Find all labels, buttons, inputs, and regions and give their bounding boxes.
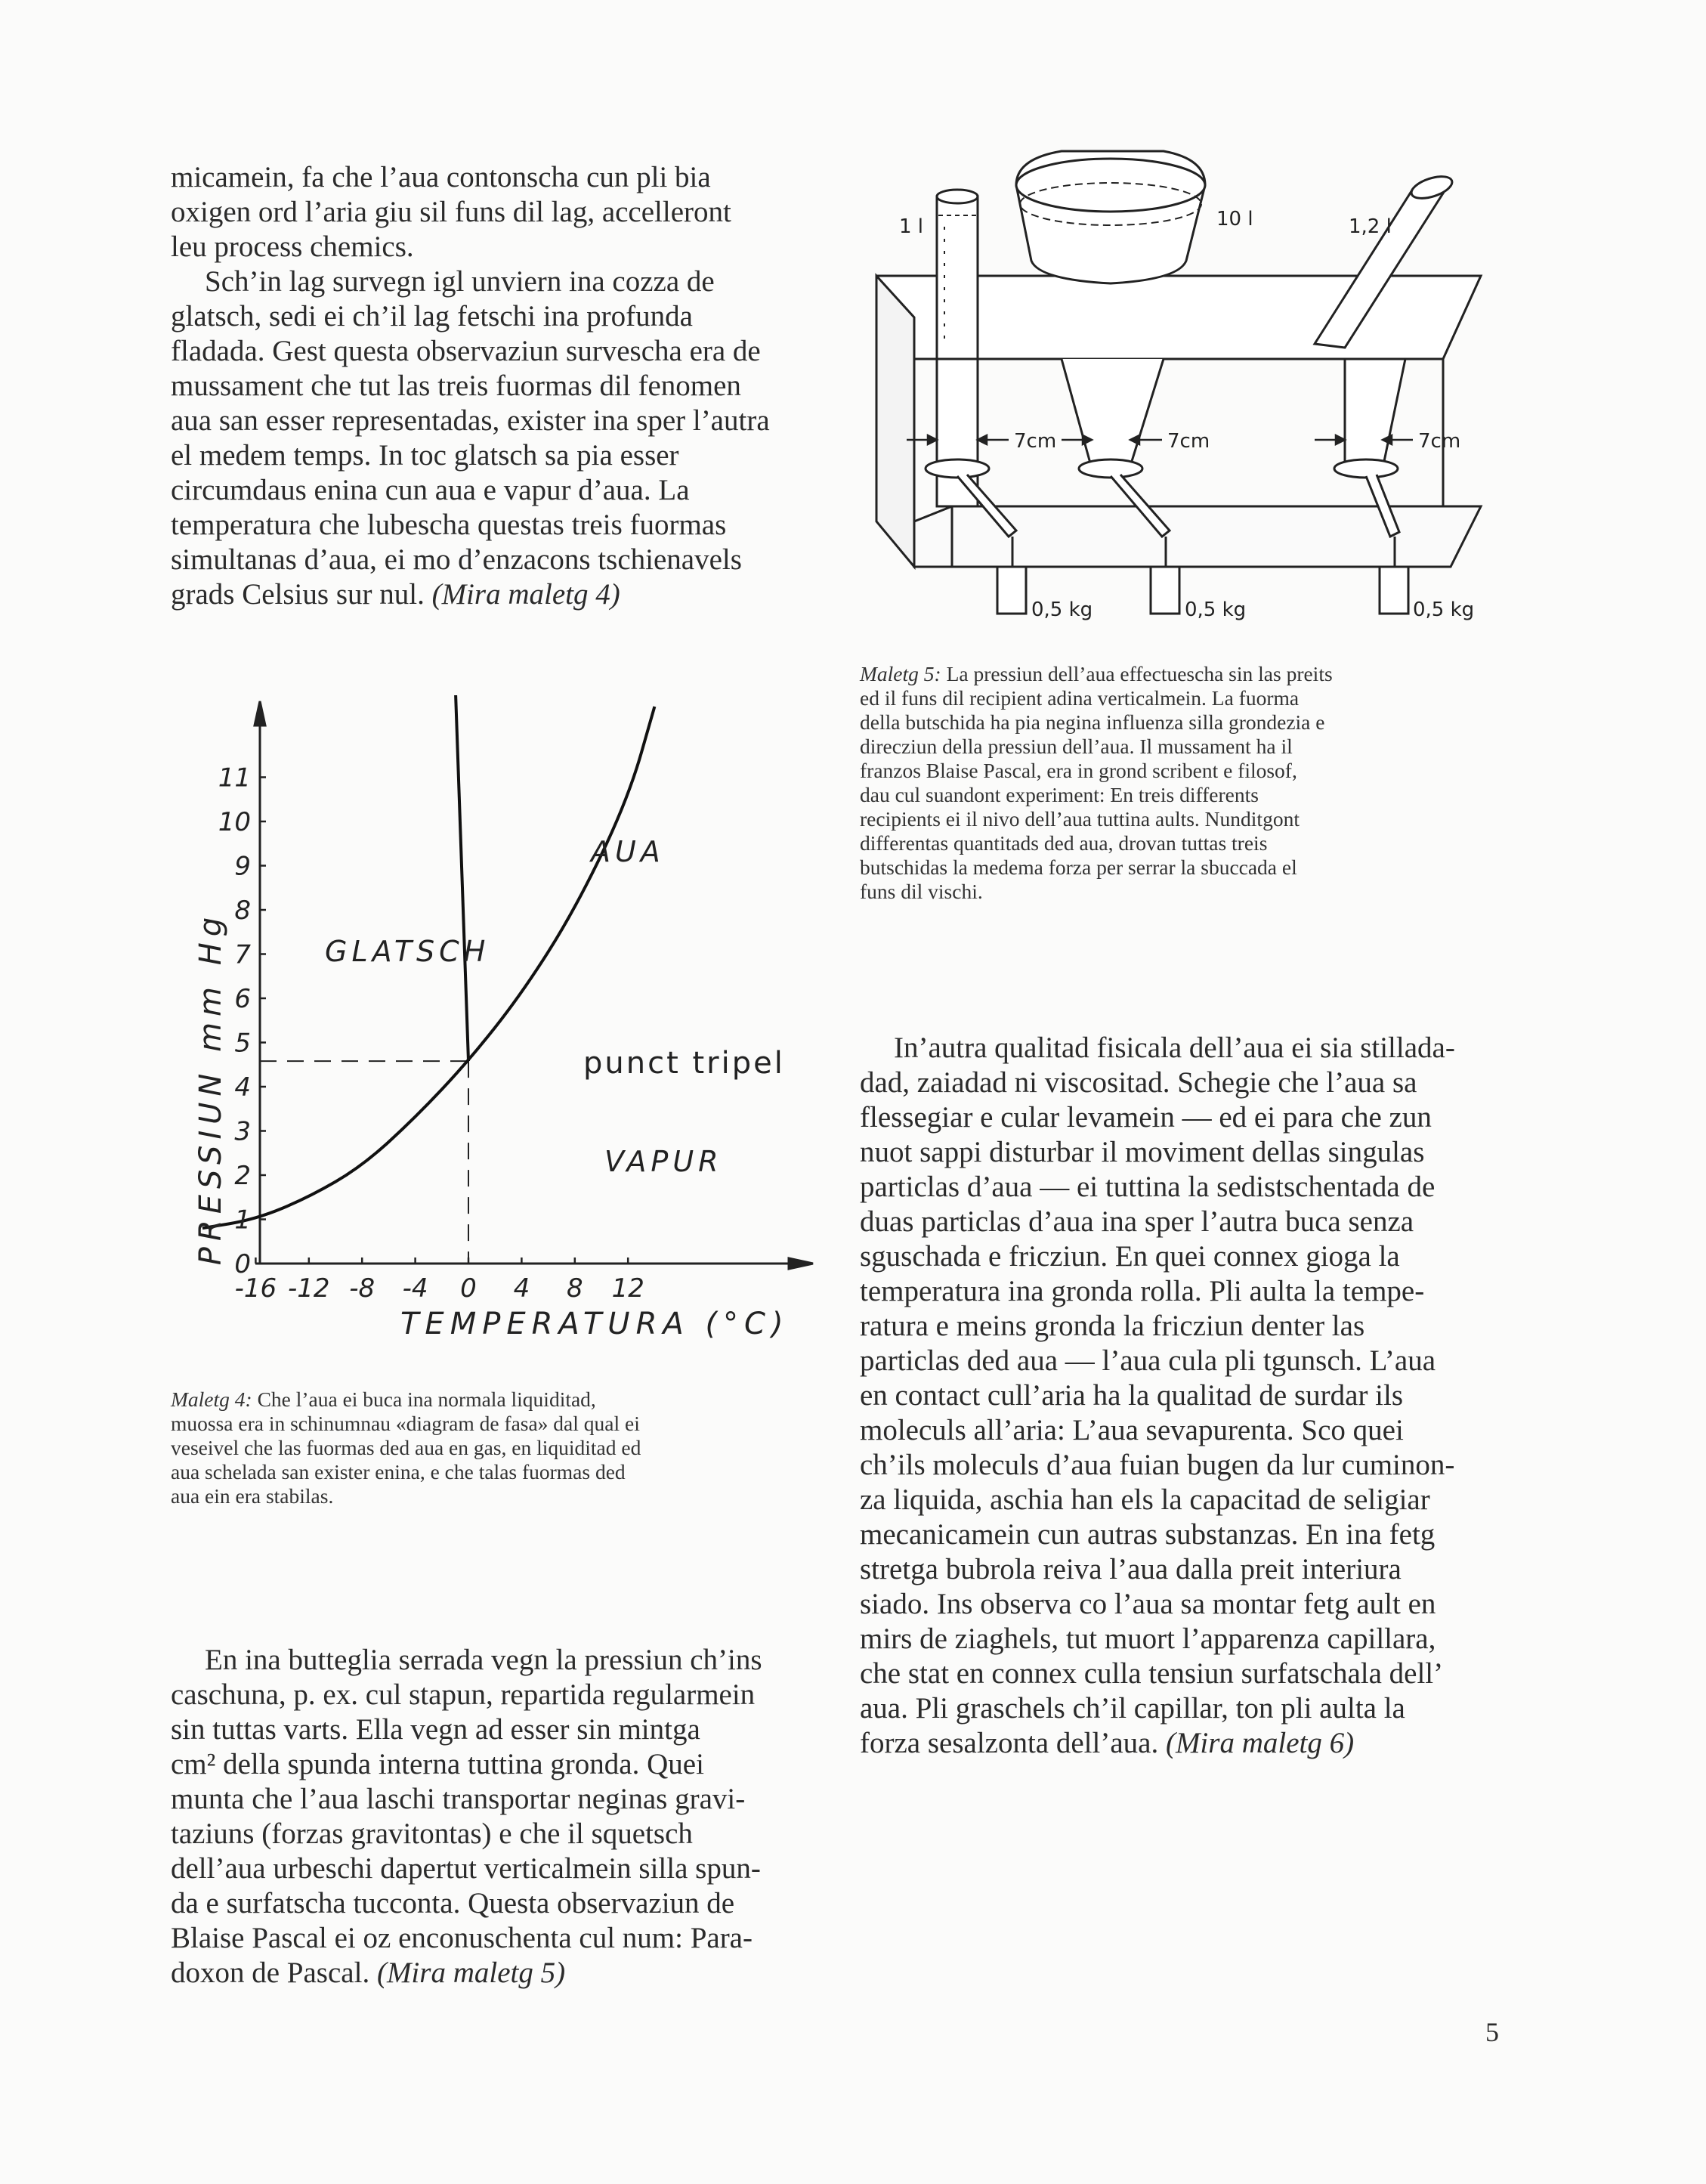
text-line: particlas d’aua — ei tuttina la sedistschentada de: [860, 1171, 1436, 1203]
label-7cm-1: 7cm: [1014, 430, 1057, 453]
text-line: dell’aua urbeschi dapertut verticalmein silla spun-: [171, 1852, 761, 1885]
caption-line: franzos Blaise Pascal, era in grond scribent e filosof,: [860, 759, 1297, 782]
y-tick-label: 10: [218, 807, 251, 837]
text-line: temperatura ina gronda rolla. Pli aulta la tempe-: [860, 1275, 1425, 1307]
figure-reference: (Mira maletg 6): [1165, 1727, 1355, 1759]
text-line: dad, zaiadad ni viscositad. Schegie che l’aua sa: [860, 1066, 1417, 1099]
text-line: nuot sappi disturbar il moviment dellas singulas: [860, 1136, 1425, 1168]
page-number: 5: [1485, 2017, 1499, 2047]
y-tick-label: 9: [234, 851, 251, 882]
y-tick-label: 11: [218, 763, 251, 793]
text-line: simultanas d’aua, ei mo d’enzacons tschienavels: [171, 543, 742, 576]
y-tick-label: 3: [234, 1116, 251, 1147]
text-line: Blaise Pascal ei oz enconuschenta cul num: Para-: [171, 1922, 753, 1954]
y-tick-label: 4: [234, 1072, 251, 1103]
caption-label: Maletg 5:: [860, 662, 941, 685]
text-line: cm² della spunda interna tuttina gronda. Quei: [171, 1748, 704, 1780]
text-line: temperatura che lubescha questas treis fuormas: [171, 509, 727, 541]
caption-line: butschidas la medema forza per serrar la sbuccada el: [860, 855, 1297, 879]
y-axis-title: PRESSIUN mm Hg: [193, 911, 228, 1266]
text-line: da e surfatscha tucconta. Questa observaziun de: [171, 1887, 735, 1920]
y-tick-label: 1: [234, 1205, 251, 1236]
text-line: mussament che tut las treis fuormas dil fenomen: [171, 370, 741, 402]
label-7cm-3: 7cm: [1418, 430, 1461, 453]
caption-line: recipients ei il nivo dell’aua tuttina aults. Nunditgont: [860, 807, 1300, 831]
y-tick-label: 0: [234, 1249, 251, 1279]
text-line: el medem temps. In toc glatsch sa pia esser: [171, 439, 679, 472]
triple-point-label: punct tripel: [583, 1046, 785, 1081]
text-line: Sch’in lag survegn igl unviern ina cozza de: [205, 265, 715, 298]
label-weight-1: 0,5 kg: [1031, 599, 1093, 621]
text-line: taziuns (forzas gravitontas) e che il squetsch: [171, 1817, 693, 1850]
region-label-glatsch: GLATSCH: [325, 935, 490, 968]
label-10l: 10 l: [1216, 208, 1253, 230]
x-tick-label: 8: [566, 1273, 583, 1304]
label-1l: 1 l: [899, 215, 924, 238]
caption-line: funs dil vischi.: [860, 880, 983, 903]
y-tick-label: 6: [234, 984, 251, 1014]
text-line: duas particlas d’aua ina sper l’autra buca senza: [860, 1205, 1414, 1238]
caption-line: muossa era in schinumnau «diagram de fasa» dal qual ei: [171, 1412, 640, 1435]
region-label-vapur: VAPUR: [604, 1145, 723, 1178]
text-line: stretga bubrola reiva l’aua dalla preit interiura: [860, 1553, 1402, 1585]
text-line: forza sesalzonta dell’aua.: [860, 1727, 1159, 1759]
melting-curve: [455, 695, 468, 1061]
y-tick-label: 2: [234, 1161, 251, 1191]
text-line: ratura e meins gronda la fricziun denter las: [860, 1310, 1365, 1342]
figure5-caption: [860, 662, 1499, 904]
text-line: fladada. Gest questa observaziun survescha era de: [171, 335, 761, 367]
weight-1: [997, 567, 1026, 614]
paragraph-lake-ice: [171, 160, 814, 612]
caption-line: aua ein era stabilas.: [171, 1484, 334, 1508]
caption-line: veseivel che las fuormas ded aua en gas, en liquiditad ed: [171, 1436, 641, 1459]
text-line: flessegiar e cular levamein — ed ei para che zun: [860, 1101, 1432, 1134]
x-tick-label: -4: [402, 1273, 428, 1304]
region-label-aua: AUA: [591, 835, 665, 868]
caption-line: Che l’aua ei buca ina normala liquiditad,: [257, 1387, 596, 1411]
y-tick-label: 5: [234, 1028, 251, 1059]
weight-2: [1151, 567, 1179, 614]
x-tick-label: 0: [460, 1273, 477, 1304]
caption-line: differentas quantitads ded aua, drovan tuttas treis: [860, 831, 1268, 855]
table-left-panel: [876, 276, 914, 567]
text-line: oxigen ord l’aria giu sil funs dil lag, accelleront: [171, 196, 731, 228]
text-line: glatsch, sedi ei ch’il lag fetschi ina profunda: [171, 300, 693, 333]
text-line: In’autra qualitad fisicala dell’aua ei sia stillada-: [894, 1032, 1455, 1064]
text-line: micamein, fa che l’aua contonscha cun pli bia: [171, 161, 711, 193]
caption-line: dau cul suandont experiment: En treis differents: [860, 783, 1259, 806]
text-line: sin tuttas varts. Ella vegn ad esser sin mintga: [171, 1713, 700, 1746]
figure-reference: (Mira maletg 5): [376, 1957, 566, 1989]
text-line: sguschada e fricziun. En quei connex gioga la: [860, 1240, 1400, 1273]
y-tick-label: 8: [234, 896, 251, 926]
pascal-apparatus-illustration: [861, 144, 1496, 635]
label-7cm-2: 7cm: [1167, 430, 1210, 453]
text-line: moleculs all’aria: L’aua sevapurenta. Sco quei: [860, 1414, 1404, 1446]
text-line: aua. Pli graschels ch’il capillar, ton pli aulta la: [860, 1692, 1405, 1725]
x-tick-label: -16: [234, 1273, 277, 1304]
text-line: circumdaus enina cun aua e vapur d’aua. La: [171, 474, 690, 506]
caption-line: ed il funs dil recipient adina verticalmein. La fuorma: [860, 686, 1300, 710]
y-tick-label: 7: [234, 939, 251, 970]
caption-line: La pressiun dell’aua effectuescha sin las preits: [946, 662, 1333, 685]
text-line: particlas ded aua — l’aua cula pli tgunsch. L’aua: [860, 1344, 1436, 1377]
phase-diagram-chart: [166, 695, 831, 1360]
text-line: caschuna, p. ex. cul stapun, repartida regularmein: [171, 1678, 756, 1711]
x-tick-label: -12: [288, 1273, 330, 1304]
text-line: munta che l’aua laschi transportar neginas gravi-: [171, 1783, 746, 1815]
text-line: za liquida, aschia han els la capacitad de seligiar: [860, 1483, 1430, 1516]
text-line: En ina butteglia serrada vegn la pressiun ch’ins: [205, 1644, 762, 1676]
text-line: mecanicamein cun autras substanzas. En ina fetg: [860, 1518, 1436, 1551]
x-axis-title: TEMPERATURA (°C): [400, 1307, 790, 1341]
caption-label: Maletg 4:: [171, 1387, 252, 1411]
text-line: mirs de ziaghels, tut muort l’apparenza capillara,: [860, 1623, 1436, 1655]
figure4-caption: [171, 1387, 814, 1508]
text-line: ch’ils moleculs d’aua fuian bugen da lur cuminon-: [860, 1449, 1455, 1481]
y-axis-arrow: [255, 701, 265, 725]
text-line: aua san esser representadas, exister ina sper l’autra: [171, 404, 770, 437]
caption-line: aua schelada san exister enina, e che talas fuormas ded: [171, 1460, 626, 1483]
caption-line: direcziun della pressiun dell’aua. Il mussament ha il: [860, 735, 1293, 758]
weight-3: [1380, 567, 1408, 614]
x-axis-arrow: [789, 1258, 813, 1269]
paragraph-viscosity: [860, 1031, 1504, 1761]
x-tick-label: -8: [349, 1273, 376, 1304]
text-line: siado. Ins observa co l’aua sa montar fetg ault en: [860, 1588, 1436, 1620]
label-weight-3: 0,5 kg: [1413, 599, 1475, 621]
paragraph-pascal-paradox: [171, 1643, 814, 1991]
caption-line: della butschida ha pia negina influenza silla grondezia e: [860, 710, 1325, 734]
text-line: leu process chemics.: [171, 230, 414, 263]
text-line: en contact cull’aria ha la qualitad de surdar ils: [860, 1379, 1404, 1412]
label-weight-2: 0,5 kg: [1185, 599, 1247, 621]
text-line: che stat en connex culla tensiun surfatschala dell’: [860, 1657, 1444, 1690]
text-line: grads Celsius sur nul.: [171, 578, 425, 611]
x-tick-label: 4: [513, 1273, 530, 1304]
x-tick-label: 12: [611, 1273, 644, 1304]
text-line: doxon de Pascal.: [171, 1957, 370, 1989]
figure-reference: (Mira maletg 4): [431, 578, 620, 611]
label-1-2l: 1,2 l: [1349, 215, 1392, 238]
